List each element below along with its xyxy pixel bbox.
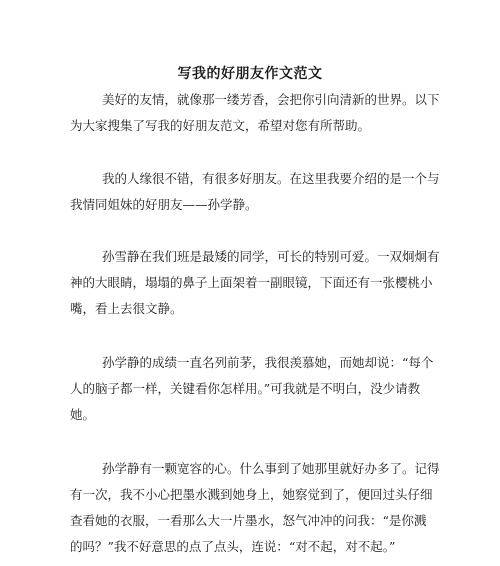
paragraph-line: 神的大眼睛，塌塌的鼻子上面架着一副眼镜，下面还有一张樱桃小 [70, 275, 433, 290]
paragraph-line: 我情同姐妹的好朋友——孙学静。 [70, 197, 258, 212]
paragraph-line: 我的人缘很不错，有很多好朋友。在这里我要介绍的是一个与 [102, 171, 440, 186]
paragraph-line: 孙学静有一颗宽容的心。什么事到了她那里就好办多了。记得 [102, 461, 440, 476]
paragraph-line: 她。 [70, 407, 96, 422]
paragraph-appearance [70, 244, 440, 322]
paragraph-line: 美好的友情，就像那一缕芳香，会把你引向清新的世界。以下 [102, 92, 440, 107]
document-title: 写我的好朋友作文范文 [177, 66, 323, 82]
paragraph-grades [70, 350, 434, 428]
paragraph-line: 人的脑子都一样，关键看你怎样用。”可我就是不明白，没少请教 [70, 381, 421, 396]
paragraph-friend-intro [70, 166, 440, 218]
paragraph-line: 孙雪静在我们班是最矮的同学，可长的特别可爱。一双炯炯有 [102, 249, 440, 264]
paragraph-line: 为大家搜集了写我的好朋友范文，希望对您有所帮助。 [70, 118, 371, 133]
paragraph-line: 查看她的衣服，一看那么大一片墨水，怒气冲冲的问我：“是你溅 [70, 513, 427, 528]
paragraph-intro [70, 87, 440, 139]
paragraph-line: 有一次，我不小心把墨水溅到她身上，她察觉到了，便回过头仔细 [70, 487, 433, 502]
paragraph-line: 嘴，看上去很文静。 [70, 301, 183, 316]
paragraph-line: 孙学静的成绩一直名列前茅，我很羡慕她，而她却说：“每个 [102, 355, 434, 370]
paragraph-tolerance [70, 456, 440, 560]
paragraph-line: 的吗？”我不好意思的点了点头，连说：“对不起，对不起。” [70, 539, 396, 554]
